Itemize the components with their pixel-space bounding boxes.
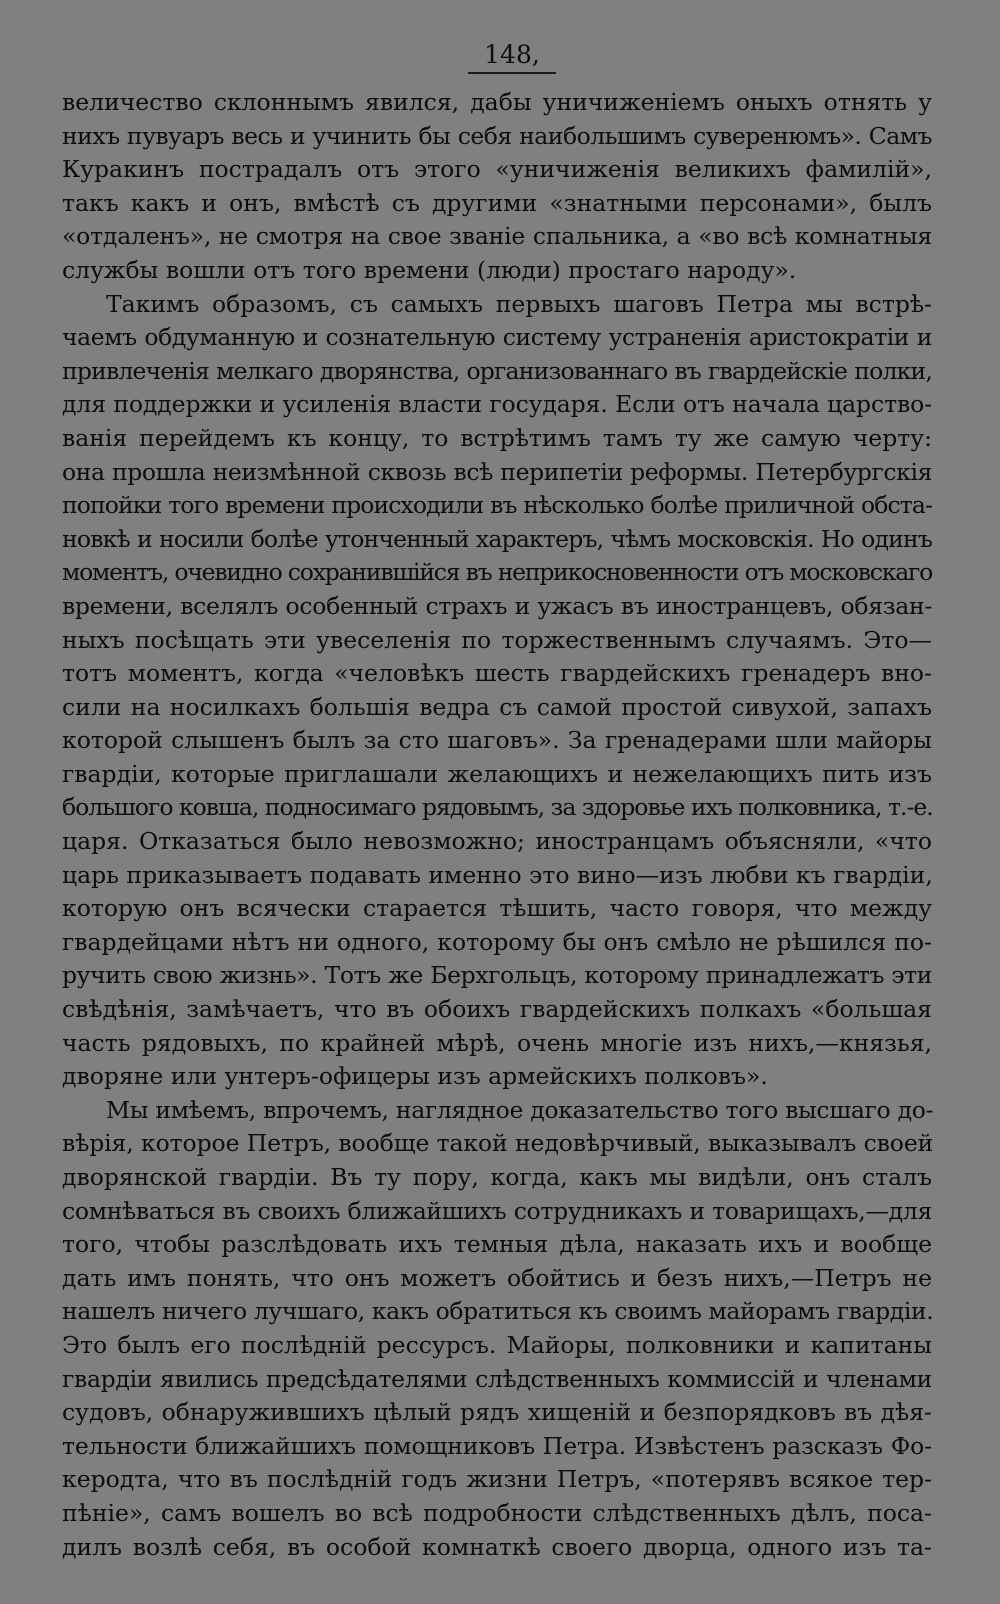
text-line: большого ковша, подносимаго рядовымъ, за здоровье ихъ полковника, т.-е. — [62, 793, 933, 822]
text-line: моментъ, очевидно сохранившійся въ неприкосновенности отъ московскаго — [62, 558, 933, 587]
text-line: чаемъ обдуманную и сознательную систему устраненія аристократіи и — [62, 323, 932, 352]
page-number: 148, — [484, 40, 540, 69]
text-line: того, чтобы разслѣдовать ихъ темныя дѣла, наказать ихъ и вообще — [62, 1230, 932, 1259]
text-line: службы вошли отъ того времени (люди) простаго народу». — [62, 255, 797, 284]
text-line: гвардіи, которые приглашали желающихъ и нежелающихъ пить изъ — [62, 759, 932, 788]
text-line: ванія перейдемъ къ концу, то встрѣтимъ тамъ ту же самую черту: — [62, 423, 932, 452]
text-line: для поддержки и усиленія власти государя. Если отъ начала царство- — [62, 390, 932, 419]
text-line: Это былъ его послѣдній рессурсъ. Майоры, полковники и капитаны — [62, 1330, 932, 1359]
text-line: «отдаленъ», не смотря на свое званіе спальника, а «во всѣ комнатныя — [62, 222, 932, 251]
text-line: нашелъ ничего лучшаго, какъ обратиться къ своимъ майорамъ гвардіи. — [62, 1297, 934, 1326]
text-line: она прошла неизмѣнной сквозь всѣ перипетіи реформы. Петербургскія — [62, 457, 932, 486]
text-line: сили на носилкахъ большія ведра съ самой простой сивухой, запахъ — [62, 692, 932, 721]
text-line: которую онъ всячески старается тѣшить, часто говоря, что между — [62, 894, 932, 923]
text-line: тотъ моментъ, когда «человѣкъ шесть гвардейскихъ гренадеръ вно- — [62, 659, 932, 688]
text-line: часть рядовыхъ, по крайней мѣрѣ, очень многіе изъ нихъ,—князья, — [62, 1028, 932, 1057]
text-line: ручить свою жизнь». Тотъ же Берхгольцъ, которому принадлежатъ эти — [62, 961, 932, 990]
text-line: времени, вселялъ особенный страхъ и ужасъ въ иностранцевъ, обязан- — [62, 591, 932, 620]
text-line: гвардейцами нѣтъ ни одного, которому бы онъ смѣло не рѣшился по- — [62, 927, 932, 956]
text-line: керодта, что въ послѣдній годъ жизни Петръ, «потерявъ всякое тер- — [62, 1465, 932, 1494]
text-line: царь приказываетъ подавать именно это вино—изъ любви къ гвардіи, — [62, 860, 933, 889]
text-line: дворянской гвардіи. Въ ту пору, когда, какъ мы видѣли, онъ сталъ — [62, 1163, 932, 1191]
text-line: Куракинъ пострадалъ отъ этого «уничиженія великихъ фамилій», — [62, 155, 932, 184]
book-page — [62, 40, 932, 1564]
text-line: привлеченія мелкаго дворянства, организованнаго въ гвардейскіе полки, — [62, 356, 932, 385]
text-line: Такимъ образомъ, съ самыхъ первыхъ шаговъ Петра мы встрѣ- — [106, 289, 932, 318]
text-line: царя. Отказаться было невозможно; иностранцамъ объясняли, «что — [62, 827, 932, 856]
text-line: нихъ пувуаръ весь и учинить бы себя наибольшимъ суверенюмъ». Самъ — [62, 121, 932, 150]
text-line: дилъ возлѣ себя, въ особой комнаткѣ своего дворца, одного изъ та- — [62, 1532, 932, 1561]
text-line: новкѣ и носили болѣе утонченный характеръ, чѣмъ московскія. Но одинъ — [62, 524, 932, 553]
text-line: такъ какъ и онъ, вмѣстѣ съ другими «знатными персонами», былъ — [62, 188, 932, 217]
text-line: которой слышенъ былъ за сто шаговъ». За гренадерами шли майоры — [62, 726, 932, 755]
text-line: дать имъ понять, что онъ можетъ обойтись и безъ нихъ,—Петръ не — [62, 1263, 932, 1292]
text-line: попойки того времени происходили въ нѣсколько болѣе приличной обста- — [62, 491, 932, 520]
body-text — [62, 86, 932, 1564]
page-number-rule — [468, 72, 556, 74]
text-line: судовъ, обнаружившихъ цѣлый рядъ хищеній и безпорядковъ въ дѣя- — [62, 1398, 932, 1427]
text-line: тельности ближайшихъ помощниковъ Петра. Извѣстенъ разсказъ Фо- — [62, 1431, 932, 1460]
text-line: пѣніе», самъ вошелъ во всѣ подробности слѣдственныхъ дѣлъ, поса- — [62, 1498, 932, 1527]
text-line: величество склоннымъ явился, дабы уничиженіемъ оныхъ отнять у — [62, 88, 932, 116]
text-line: ныхъ посѣщать эти увеселенія по торжественнымъ случаямъ. Это— — [62, 625, 932, 654]
text-line: дворяне или унтеръ-офицеры изъ армейскихъ полковъ». — [62, 1062, 768, 1091]
text-line: гвардіи явились предсѣдателями слѣдственныхъ коммиссій и членами — [62, 1364, 932, 1393]
text-line: Мы имѣемъ, впрочемъ, наглядное доказательство того высшаго до- — [106, 1095, 934, 1124]
text-line: сомнѣваться въ своихъ ближайшихъ сотрудникахъ и товарищахъ,—для — [62, 1196, 932, 1225]
text-line: вѣрія, которое Петръ, вообще такой недовѣрчивый, выказывалъ своей — [62, 1129, 934, 1158]
text-line: свѣдѣнія, замѣчаетъ, что въ обоихъ гвардейскихъ полкахъ «большая — [62, 995, 932, 1024]
